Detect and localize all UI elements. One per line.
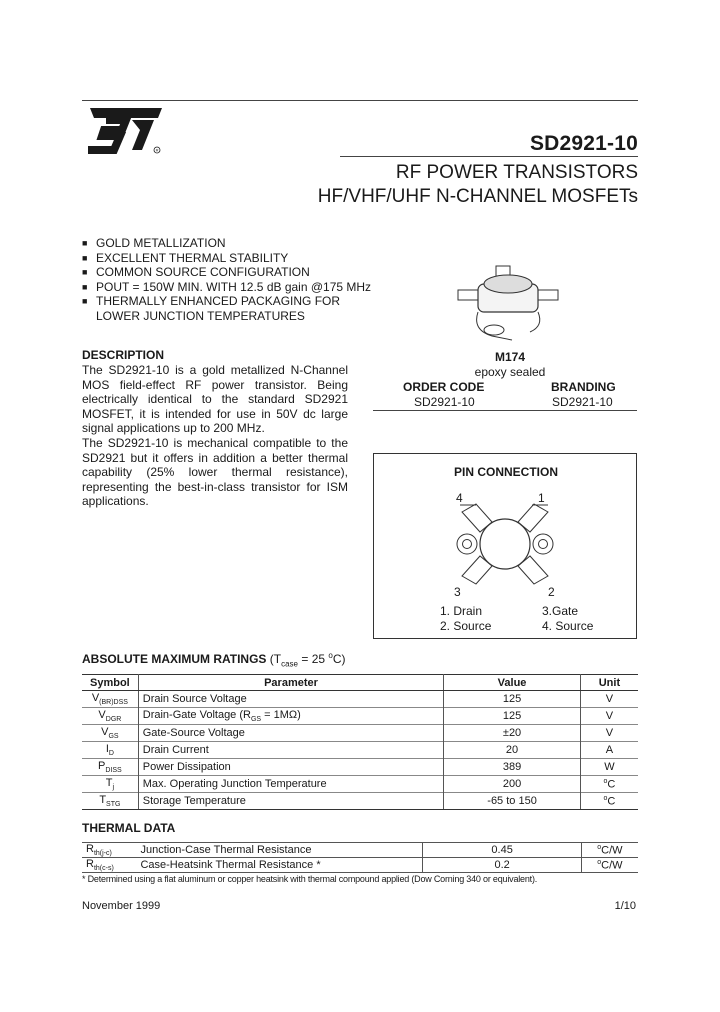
svg-text:R: R: [155, 147, 159, 153]
parameter-cell: Drain Source Voltage: [138, 691, 444, 708]
parameter-cell: Storage Temperature: [138, 793, 444, 810]
pin-label: 1: [538, 491, 545, 505]
pin-label: 3: [454, 585, 461, 599]
symbol-cell: $V_{GS}$: [82, 725, 138, 742]
unit-cell: $^o$C/W: [581, 858, 638, 873]
st-logo: [84, 106, 164, 158]
symbol-cell: $R_{th(c-s)}$: [82, 858, 136, 873]
unit-cell: $^o$C: [580, 793, 638, 810]
bullet-icon: ■: [82, 281, 88, 292]
feature-list: [82, 236, 382, 323]
value-cell: 0.2: [423, 858, 581, 873]
feature-item: ■ THERMALLY ENHANCED PACKAGING FOR LOWER JUNCTION TEMPERATURES: [82, 294, 341, 323]
subtitle-line-1: RF POWER TRANSISTORS: [395, 162, 638, 183]
footnote: * Determined using a flat aluminum or copper heatsink with thermal compound applied (Dow Corning 340 or equivalent).: [82, 874, 538, 884]
parameter-cell: Gate-Source Voltage: [138, 725, 444, 742]
package-note: epoxy sealed: [474, 365, 546, 379]
pin-legend-item: 4. Source: [542, 619, 594, 633]
table-row: [82, 759, 638, 776]
table-row: [82, 691, 638, 708]
package-name: M174: [494, 350, 526, 364]
table-row: [82, 776, 638, 793]
table-header-row: [82, 675, 638, 691]
subtitle-line-2: HF/VHF/UHF N-CHANNEL MOSFETs: [317, 186, 638, 207]
description-body: [82, 363, 348, 509]
parameter-cell: Case-Heatsink Thermal Resistance *: [136, 858, 422, 873]
bullet-icon: ■: [82, 238, 88, 248]
feature-item: ■ GOLD METALLIZATION: [82, 236, 226, 250]
parameter-cell: Drain Current: [138, 742, 444, 759]
bullet-icon: ■: [82, 296, 88, 306]
order-code-value: SD2921-10: [414, 395, 475, 409]
value-cell: 20: [444, 742, 581, 759]
value-cell: 200: [444, 776, 581, 793]
column-header: Value: [444, 675, 581, 691]
parameter-cell: Power Dissipation: [138, 759, 444, 776]
unit-cell: $^o$C/W: [581, 843, 638, 858]
value-cell: 0.45: [423, 843, 581, 858]
description-heading: DESCRIPTION: [82, 348, 165, 362]
package-image: [452, 260, 564, 348]
column-header: Symbol: [82, 675, 138, 691]
ratings-table: [82, 674, 638, 810]
pin-legend-item: 1. Drain: [440, 604, 483, 618]
pin-label: 4: [456, 491, 463, 505]
parameter-cell: Max. Operating Junction Temperature: [138, 776, 444, 793]
symbol-cell: $T_j$: [82, 776, 138, 793]
symbol-cell: $V_{DGR}$: [82, 708, 138, 725]
header-rule: [82, 100, 638, 101]
symbol-cell: $I_D$: [82, 742, 138, 759]
table-row: [82, 843, 638, 858]
value-cell: 389: [444, 759, 581, 776]
value-cell: 125: [444, 708, 581, 725]
order-code-label: ORDER CODE: [403, 380, 485, 394]
unit-cell: A: [580, 742, 638, 759]
value-cell: -65 to 150: [444, 793, 581, 810]
ratings-heading: ABSOLUTE MAXIMUM RATINGS ($T_{case} = 25$ $^o$C): [82, 651, 346, 669]
symbol-cell: $P_{DISS}$: [82, 759, 138, 776]
pin-legend-item: 3.Gate: [542, 604, 579, 618]
unit-cell: W: [580, 759, 638, 776]
pin-legend-item: 2. Source: [440, 619, 492, 633]
value-cell: ±20: [444, 725, 581, 742]
table-row: [82, 708, 638, 725]
parameter-cell: Drain-Gate Voltage $(R_{GS} = 1M\Omega)$: [138, 708, 444, 725]
table-row: [82, 793, 638, 810]
order-rule: [373, 410, 637, 411]
pin-connection-title: PIN CONNECTION: [454, 465, 559, 479]
thermal-heading: THERMAL DATA: [82, 821, 176, 835]
unit-cell: V: [580, 708, 638, 725]
parameter-cell: Junction-Case Thermal Resistance: [136, 843, 422, 858]
feature-item: ■ EXCELLENT THERMAL STABILITY: [82, 250, 289, 265]
description-paragraph: The SD2921-10 is mechanical compatible to the SD2921 but it offers in addition a better thermal capability (25% lower thermal resistance), representing the best-in-class transistor for ISM applications.: [82, 435, 348, 509]
column-header: Unit: [580, 675, 638, 691]
feature-item: ■ COMMON SOURCE CONFIGURATION: [82, 265, 310, 279]
part-number: SD2921-10: [529, 132, 638, 155]
title-rule: [340, 156, 638, 157]
branding-value: SD2921-10: [552, 395, 613, 409]
symbol-cell: $R_{th(j-c)}$: [82, 843, 136, 858]
pin-label: 2: [548, 585, 555, 599]
table-row: [82, 742, 638, 759]
symbol-cell: $V_{(BR)DSS}$: [82, 691, 138, 708]
thermal-table: [82, 842, 638, 873]
unit-cell: V: [580, 725, 638, 742]
value-cell: 125: [444, 691, 581, 708]
unit-cell: $^o$C: [580, 776, 638, 793]
page-number: 1/10: [614, 900, 636, 912]
column-header: Parameter: [138, 675, 444, 691]
footer-date: November 1999: [82, 900, 161, 912]
symbol-cell: $T_{STG}$: [82, 793, 138, 810]
pin-diagram: [440, 488, 570, 600]
feature-item: ■ POUT = 150W MIN. WITH 12.5 dB gain @175 MHz: [82, 279, 372, 294]
bullet-icon: ■: [82, 252, 88, 263]
table-row: [82, 725, 638, 742]
branding-label: BRANDING: [551, 380, 616, 394]
description-paragraph: The SD2921-10 is a gold metallized N-Channel MOS field-effect RF power transistor. Being electrically identical to the standard SD2921 MOSFET, it is intended for use in 50V dc large signal applications up to 200 MHz.: [82, 363, 348, 436]
bullet-icon: ■: [82, 267, 88, 277]
unit-cell: V: [580, 691, 638, 708]
table-row: [82, 858, 638, 873]
